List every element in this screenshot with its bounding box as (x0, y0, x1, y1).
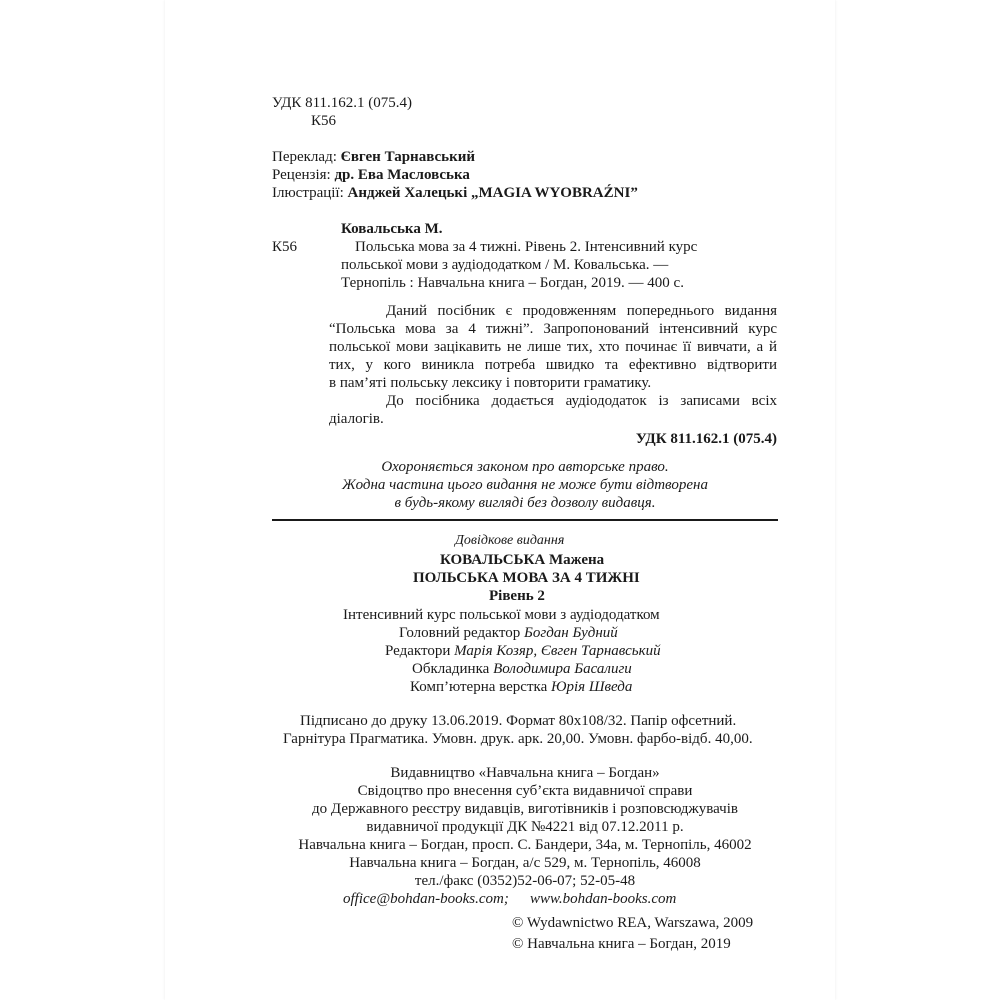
edition-type: Довідкове видання (455, 533, 565, 548)
annotation-line: польської мови зацікавить не лише тих, хто починає її вивчати, а й (329, 339, 777, 355)
annotation-line: в пам’яті польську лексику і повторити граматику. (329, 375, 652, 391)
layout-credit (410, 678, 632, 696)
annotation-line: “Польська мова за 4 тижні”. Запропонований інтенсивний курс (329, 321, 777, 337)
publisher-address: Навчальна книга – Богдан, просп. С. Бандери, 34а, м. Тернопіль, 46002 (298, 837, 752, 853)
editors-names: Марія Козяр, Євген Тарнавський (454, 643, 661, 659)
layout-label: Комп’ютерна верстка (410, 679, 551, 695)
copyright-line: © Навчальна книга – Богдан, 2019 (512, 936, 731, 952)
translator-name: Євген Тарнавський (340, 149, 475, 165)
udc-code: УДК 811.162.1 (075.4) (272, 95, 413, 111)
print-spec-line: Підписано до друку 13.06.2019. Формат 80x108/32. Папір офсетний. (300, 713, 737, 729)
illustrations-credit (272, 184, 638, 202)
translation-credit (272, 148, 475, 166)
publisher-website-link[interactable]: www.bohdan-books.com (530, 891, 677, 907)
publisher-line: Свідоцтво про внесення суб’єкта видавничої справи (357, 783, 693, 799)
reviewer-name: др. Ева Масловська (334, 167, 470, 183)
chief-editor-name: Богдан Будний (524, 625, 618, 641)
editors-label: Редактори (385, 643, 455, 659)
annotation-line: Даний посібник є продовженням попереднього видання (386, 303, 777, 319)
illustrator-name: Анджей Халецькі „MAGIA WYOBRAŹNI” (347, 185, 638, 201)
copyright-notice-line: Охороняється законом про авторське право. (381, 459, 669, 475)
cover-designer-name: Володимира Басалиги (493, 661, 632, 677)
catalog-cutter: К56 (272, 239, 298, 255)
publisher-email-link[interactable]: office@bohdan-books.com; (343, 891, 509, 907)
cover-credit (412, 660, 632, 678)
cover-label: Обкладинка (412, 661, 494, 677)
layout-designer-name: Юрія Шведа (550, 679, 633, 695)
annotation-line: тих, у кого виникла потреба швидко та ефективно відтворити (329, 357, 777, 373)
review-credit (272, 166, 470, 184)
print-spec-line: Гарнітура Прагматика. Умовн. друк. арк. 20,00. Умовн. фарбо-відб. 40,00. (283, 731, 753, 747)
annotation-line: діалогів. (329, 411, 384, 427)
chief-editor-label: Головний редактор (399, 625, 525, 641)
publisher-po-box: Навчальна книга – Богдан, а/с 529, м. Тернопіль, 46008 (349, 855, 701, 871)
imprint-title: ПОЛЬСЬКА МОВА ЗА 4 ТИЖНІ (413, 570, 640, 586)
publisher-line: Видавництво «Навчальна книга – Богдан» (390, 765, 660, 781)
catalog-author: Ковальська М. (341, 221, 443, 237)
imprint-level: Рівень 2 (489, 588, 545, 604)
imprint-subtitle: Інтенсивний курс польської мови з аудіододатком (343, 607, 660, 623)
catalog-description-line: Польська мова за 4 тижні. Рівень 2. Інтенсивний курс (355, 239, 698, 255)
annotation-line: До посібника додається аудіододаток із записами всіх (386, 393, 777, 409)
chief-editor-credit (399, 624, 618, 642)
publisher-line: видавничої продукції ДК №4221 від 07.12.2011 р. (366, 819, 684, 835)
translation-label: Переклад: (272, 149, 341, 165)
illustrations-label: Ілюстрації: (272, 185, 348, 201)
cutter-number: К56 (311, 113, 337, 129)
copyright-notice-line: в будь-якому вигляді без дозволу видавця. (394, 495, 656, 511)
catalog-description-line: Тернопіль : Навчальна книга – Богдан, 2019. — 400 с. (341, 275, 684, 291)
section-divider (272, 519, 778, 521)
catalog-description-line: польської мови з аудіододатком / М. Ковальська. — (341, 257, 669, 273)
udc-code-bottom: УДК 811.162.1 (075.4) (635, 431, 777, 447)
editors-credit (385, 642, 661, 660)
publisher-line: до Державного реєстру видавців, виготівників і розповсюджувачів (312, 801, 738, 817)
review-label: Рецензія: (272, 167, 335, 183)
publisher-phone: тел./факс (0352)52-06-07; 52-05-48 (414, 873, 636, 889)
copyright-notice-line: Жодна частина цього видання не може бути відтворена (342, 477, 708, 493)
imprint-author: КОВАЛЬСЬКА Мажена (440, 552, 605, 568)
copyright-line: © Wydawnictwo REA, Warszawa, 2009 (512, 915, 754, 931)
